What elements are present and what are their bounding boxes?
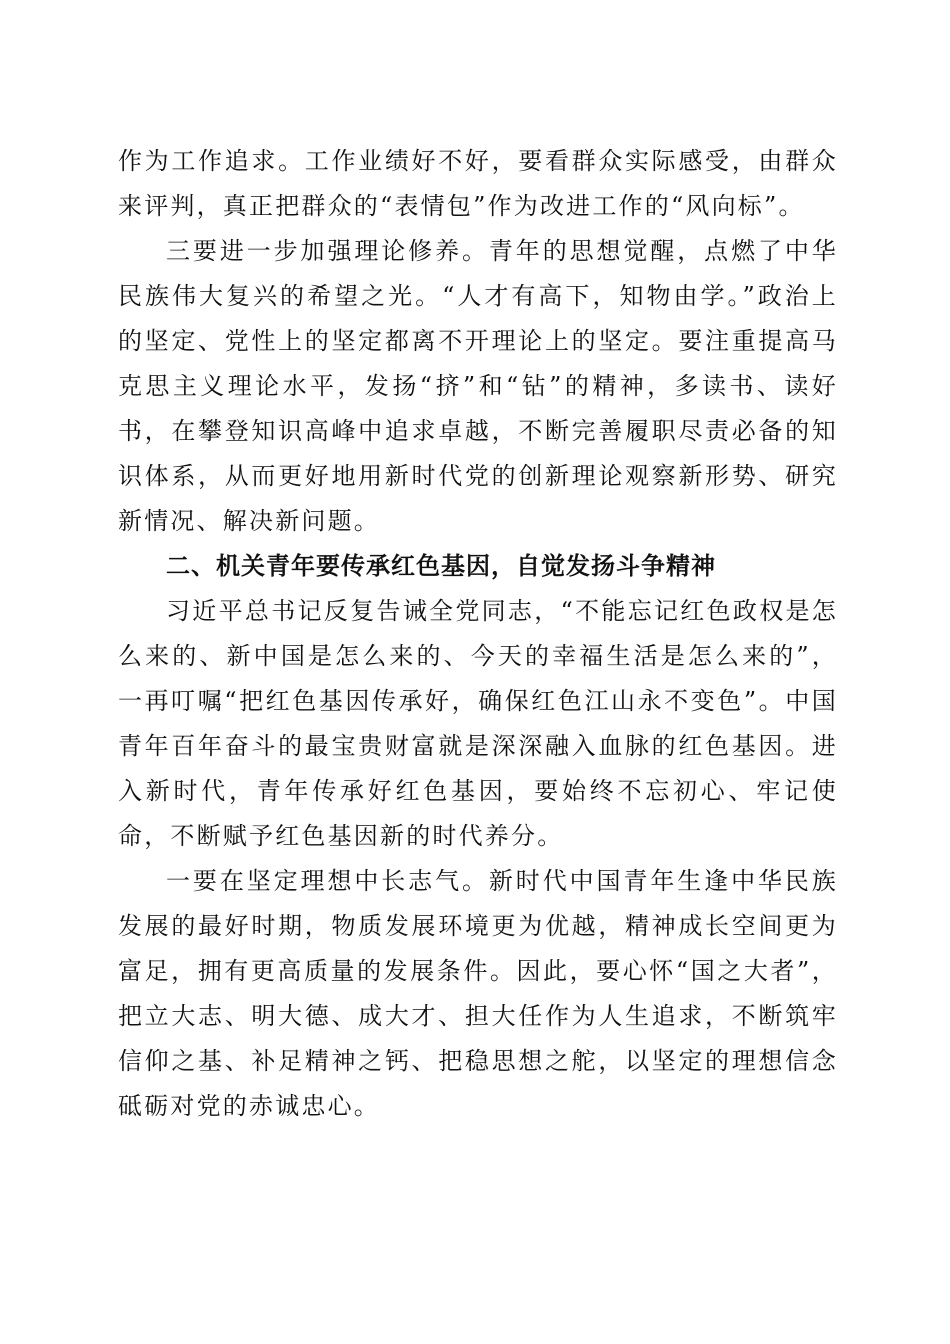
paragraph-ideals: 一要在坚定理想中长志气。新时代中国青年生逢中华民族发展的最好时期，物质发展环境更为优越，精神成长空间更为富足，拥有更高质量的发展条件。因此，要心怀“国之大者”，把立大志、明大德、成大才、担大任作为人生追求，不断筑牢信仰之基、补足精神之钙、把稳思想之舵，以坚定的理想信念砥砺对党的赤诚忠心。 [118,867,838,1120]
section-heading: 二、机关青年要传承红色基因，自觉发扬斗争精神 [166,552,716,580]
paragraph-red-gene: 习近平总书记反复告诫全党同志，“不能忘记红色政权是怎么来的、新中国是怎么来的、今天的幸福生活是怎么来的”，一再叮嘱“把红色基因传承好，确保红色江山永不变色”。中国青年百年奋斗的最宝贵财富就是深深融入血脉的红色基因。进入新时代，青年传承好红色基因，要始终不忘初心、牢记使命，不断赋予红色基因新的时代养分。 [118,597,838,850]
paragraph-theory-cultivation: 三要进一步加强理论修养。青年的思想觉醒，点燃了中华民族伟大复兴的希望之光。“人才有高下，知物由学。”政治上的坚定、党性上的坚定都离不开理论上的坚定。要注重提高马克思主义理论水平，发扬“挤”和“钻”的精神，多读书、读好书，在攀登知识高峰中追求卓越，不断完善履职尽责必备的知识体系，从而更好地用新时代党的创新理论观察新形势、研究新情况、解决新问题。 [118,237,838,535]
paragraph-continuation: 作为工作追求。工作业绩好不好，要看群众实际感受，由群众来评判，真正把群众的“表情包”作为改进工作的“风向标”。 [118,147,838,220]
document-body [118,139,838,1129]
